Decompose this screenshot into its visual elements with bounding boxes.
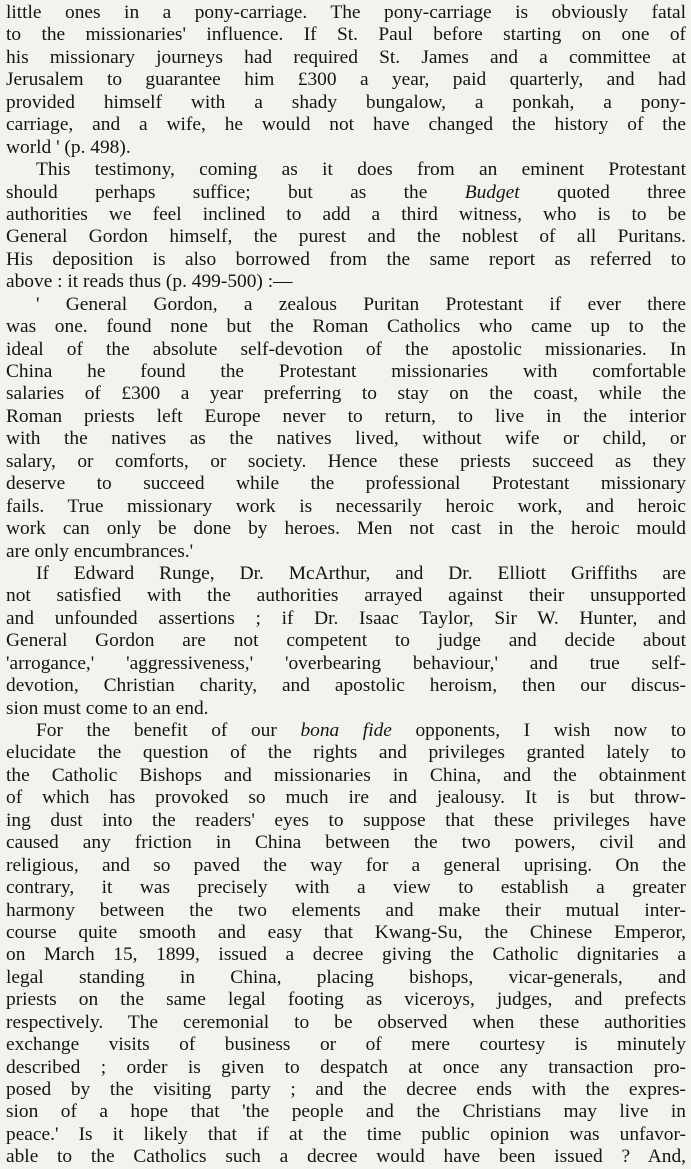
italic-text-run: Budget [464,181,520,203]
text-line [6,742,686,764]
text-line [6,989,686,1011]
text-run: religious, and so paved the way for a general uprising. On the [6,854,686,876]
text-run: to the missionaries' influence. If St. Paul before starting on one of [6,24,686,46]
text-run: authorities we feel inclined to add a third witness, who is to be [6,203,686,225]
text-run: General Gordon himself, the purest and the noblest of all Puritans. [6,226,686,248]
text-run: should perhaps suffice; but as the [6,181,465,203]
text-run: devotion, Christian charity, and apostolic heroism, then our discus- [6,675,686,697]
text-line [6,585,686,607]
text-line [6,810,686,832]
text-run: His deposition is also borrowed from the same report as referred to [6,248,686,270]
text-line [6,339,686,361]
text-line [6,204,686,226]
text-run: course quite smooth and easy that Kwang-Su, the Chinese Emperor, [6,921,686,943]
text-line [6,765,686,787]
text-line [6,1034,686,1056]
paragraph [6,2,686,159]
text-run: salary, or comforts, or society. Hence these priests succeed as they [6,450,686,472]
text-run: ' General Gordon, a zealous Puritan Protestant if ever there [36,293,686,315]
text-line [6,294,686,316]
text-line [6,24,686,46]
text-line [6,563,686,585]
text-line [6,47,686,69]
text-run: provided himself with a shady bungalow, a ponkah, a pony- [6,91,686,113]
text-run: the Catholic Bishops and missionaries in China, and the obtainment [6,764,686,786]
text-line [6,1146,686,1168]
text-run: his missionary journeys had required St. James and a committee at [6,46,686,68]
text-line [6,900,686,922]
text-run: caused any friction in China between the two powers, civil and [6,832,686,854]
text-line [6,855,686,877]
text-run: ing dust into the readers' eyes to suppose that these privileges have [6,809,686,831]
text-line [6,1057,686,1079]
paragraph [6,294,686,563]
text-line [6,406,686,428]
text-line [6,92,686,114]
text-line [6,226,686,248]
text-line [6,1012,686,1034]
text-run: little ones in a pony-carriage. The pony-carriage is obviously fatal [6,2,686,23]
text-line [6,496,686,518]
text-run: quoted three [519,181,686,203]
text-line [6,675,686,697]
text-line [6,159,686,181]
italic-text-run: bona fide [300,720,392,741]
text-run: with the natives as the natives lived, without wife or child, or [6,428,686,450]
text-line [6,1079,686,1101]
text-line [6,271,686,293]
text-line [6,541,686,563]
text-run: If Edward Runge, Dr. McArthur, and Dr. Elliott Griffiths are [36,562,686,584]
text-line [6,787,686,809]
text-line [6,2,686,24]
text-run: are only encumbrances.' [6,540,194,562]
paragraph [6,720,686,1169]
text-line [6,630,686,652]
text-line [6,1101,686,1123]
text-run: legal standing in China, placing bishops, vicar-generals, and [6,966,686,988]
text-run: respectively. The ceremonial to be observed when these authorities [6,1011,686,1033]
text-run: contrary, it was precisely with a view to establish a greater [6,877,686,899]
paragraph [6,159,686,294]
text-run: of which has provoked so much ire and jealousy. It is but throw- [6,787,686,809]
text-run: sion must come to an end. [6,697,209,719]
text-run: fails. True missionary work is necessarily heroic work, and heroic [6,495,686,517]
text-run: Jerusalem to guarantee him £300 a year, paid quarterly, and had [6,69,686,91]
text-run: work can only be done by heroes. Men not cast in the heroic mould [6,518,686,540]
text-run: on March 15, 1899, issued a decree giving the Catholic dignitaries a [6,944,686,966]
text-line [6,720,686,742]
text-run: For the benefit of our [36,720,301,741]
text-run: sion of a hope that 'the people and the Christians may live in [6,1101,686,1123]
text-run: exchange visits of business or of mere courtesy is minutely [6,1034,686,1056]
text-line [6,518,686,540]
text-line [6,383,686,405]
text-run: and unfounded assertions ; if Dr. Isaac Taylor, Sir W. Hunter, and [6,607,686,629]
text-run: world ' (p. 498). [6,136,131,158]
text-run: This testimony, coming as it does from an eminent Protestant [36,159,686,181]
text-run: described ; order is given to despatch at once any transaction pro- [6,1056,686,1078]
text-run: carriage, and a wife, he would not have changed the history of the [6,114,686,136]
text-run: China he found the Protestant missionaries with comfortable [6,361,686,382]
text-run: not satisfied with the authorities arrayed against their unsupported [6,585,686,607]
text-run: posed by the visiting party ; and the decree ends with the expres- [6,1079,686,1100]
text-line [6,451,686,473]
text-line [6,114,686,136]
text-line [6,249,686,271]
text-line [6,316,686,338]
text-line [6,428,686,450]
text-run: able to the Catholics such a decree would have been issued ? And, [6,1146,686,1168]
text-run: deserve to succeed while the professional Protestant missionary [6,473,686,495]
text-run: salaries of £300 a year preferring to stay on the coast, while the [6,383,686,405]
text-run: peace.' Is it likely that if at the time public opinion was unfavor- [6,1123,686,1145]
text-line [6,922,686,944]
text-line [6,698,686,720]
text-run: Roman priests left Europe never to return, to live in the interior [6,405,686,427]
text-line [6,832,686,854]
paragraph [6,563,686,720]
text-line [6,137,686,159]
text-line [6,653,686,675]
text-line [6,967,686,989]
text-run: General Gordon are not competent to judge and decide about [6,630,686,652]
text-run: ideal of the absolute self-devotion of the apostolic missionaries. In [6,338,686,360]
text-line [6,182,686,204]
text-line [6,608,686,630]
text-run: 'arrogance,' 'aggressiveness,' 'overbearing behaviour,' and true self- [6,652,686,674]
text-line [6,473,686,495]
text-run: opponents, I wish now to [391,720,686,741]
text-run: priests on the same legal footing as viceroys, judges, and prefects [6,989,686,1011]
text-line [6,877,686,899]
text-line [6,944,686,966]
text-run: elucidate the question of the rights and privileges granted lately to [6,742,686,764]
text-run: was one. found none but the Roman Catholics who came up to the [6,316,686,338]
text-line [6,69,686,91]
text-line [6,361,686,383]
text-run: harmony between the two elements and make their mutual inter- [6,899,686,921]
text-line [6,1124,686,1146]
text-run: above : it reads thus (p. 499-500) :— [6,271,293,293]
